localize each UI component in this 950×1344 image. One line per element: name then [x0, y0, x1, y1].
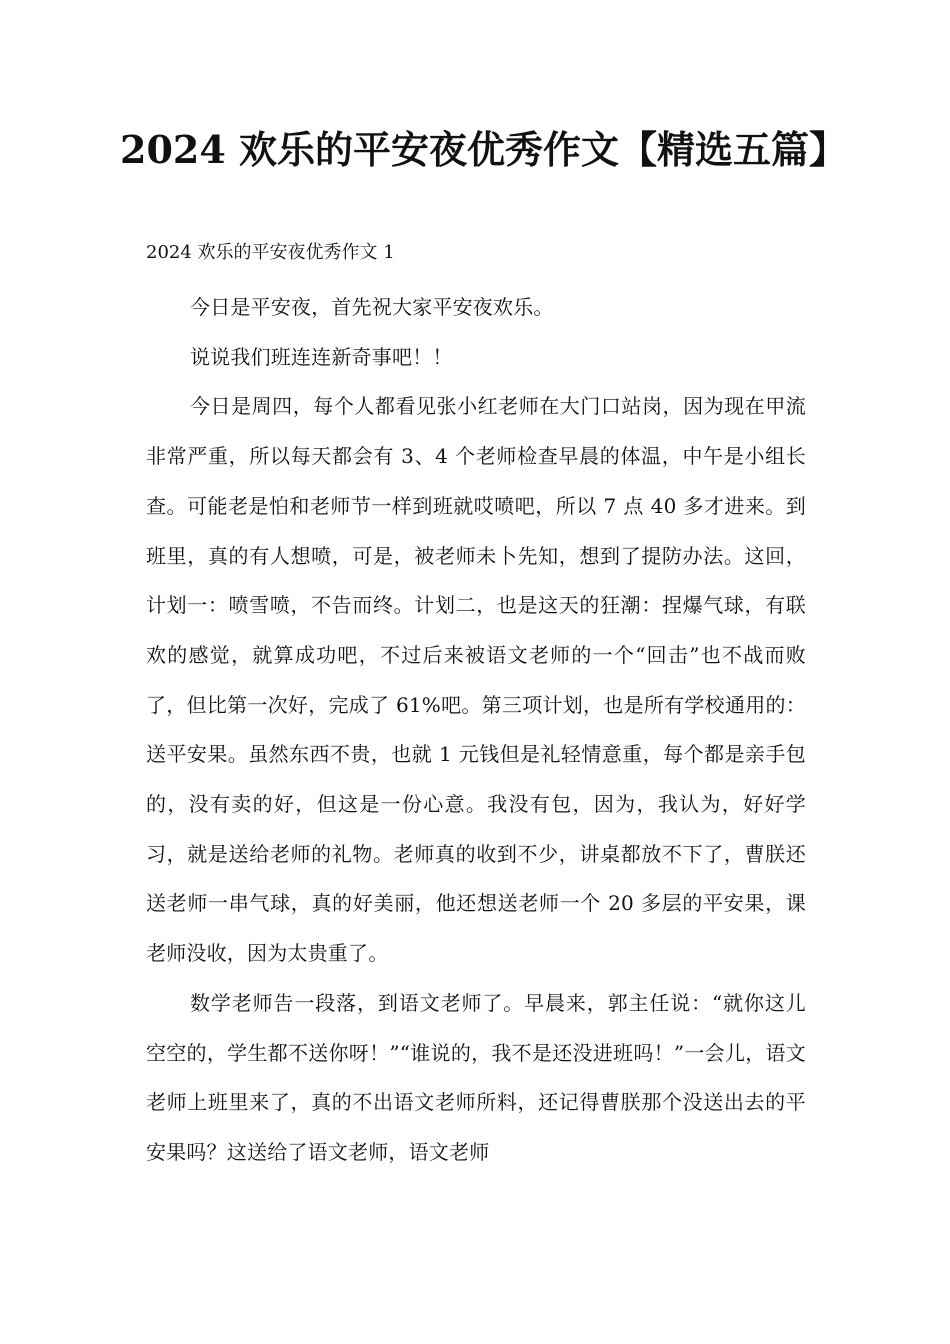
section-heading: 2024 欢乐的平安夜优秀作文 1	[146, 242, 395, 263]
document-title: 2024 欢乐的平安夜优秀作文【精选五篇】	[120, 127, 847, 172]
paragraph-greeting: 今日是平安夜，首先祝大家平安夜欢乐。	[190, 295, 554, 319]
paragraph-intro: 说说我们班连连新奇事吧！！	[190, 344, 453, 369]
paragraph-chinese-teacher: 数学老师告一段落，到语文老师了。早晨来，郭主任说：“就你这儿空空的，学生都不送你呀！”“谁说的，我不是还没进班吗！”一会儿，语文老师上班里来了，真的不出语文老师所料，还记得曹朕那个没送出去的平安果吗？这送给了语文老师，语文老师	[146, 990, 806, 1164]
document-body	[146, 283, 806, 1178]
paragraph-story: 今日是周四，每个人都看见张小红老师在大门口站岗，因为现在甲流非常严重，所以每天都会有 3、4 个老师检查早晨的体温，中午是小组长查。可能老是怕和老师节一样到班就哎喷吧，所以 7 点 40 多才进来。到班里，真的有人想喷，可是，被老师未卜先知，想到了提防办法。这回，计划一：喷雪喷，不告而终。计划二，也是这天的狂潮：捏爆气球，有联欢的感觉，就算成功吧，不过后来被语文老师的一个“回击”也不战而败了，但比第一次好，完成了 61%吧。第三项计划，也是所有学校通用的：送平安果。虽然东西不贵，也就 1 元钱但是礼轻情意重，每个都是亲手包的，没有卖的好，但这是一份心意。我没有包，因为，我认为，好好学习，就是送给老师的礼物。老师真的收到不少，讲桌都放不下了，曹朕还送老师一串气球，真的好美丽，他还想送老师一个 20 多层的平安果，课老师没收，因为太贵重了。	[146, 394, 806, 966]
